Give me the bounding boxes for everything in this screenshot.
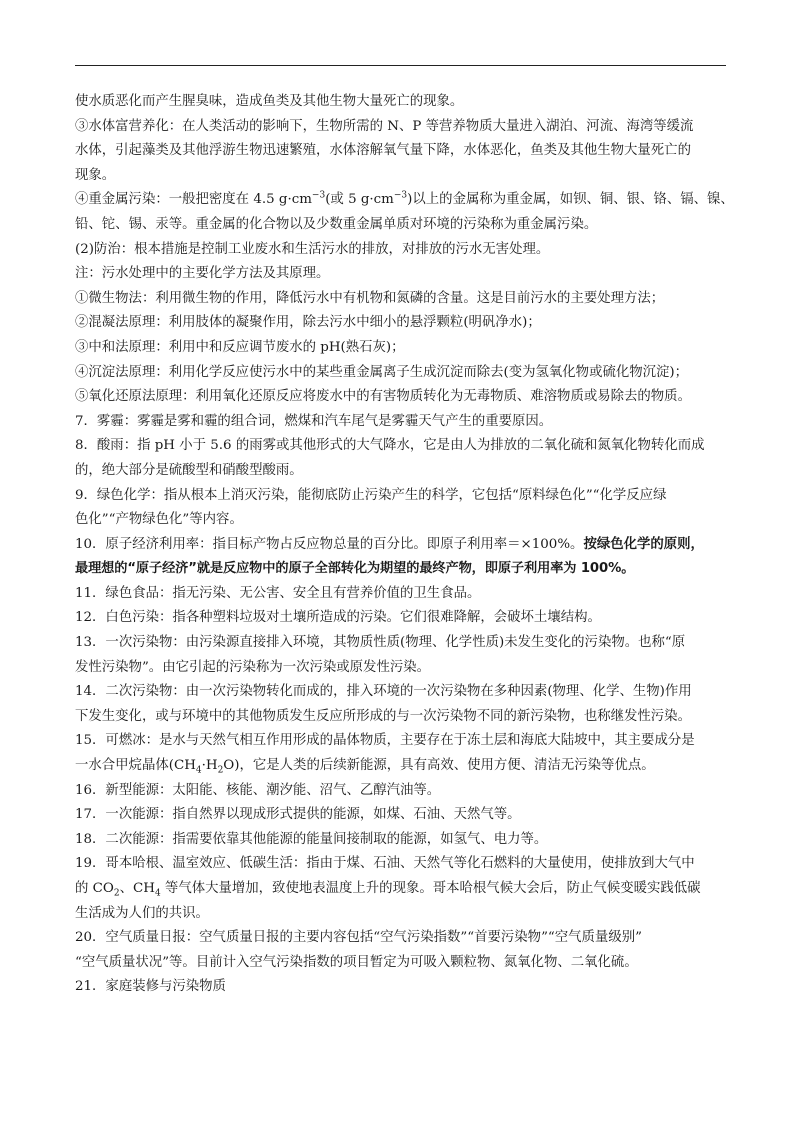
- text-segment: 16．新型能源：太阳能、核能、潮汐能、沼气、乙醇汽油等。: [75, 782, 441, 798]
- text-line: [75, 656, 735, 681]
- text-segment: 14．二次污染物：由一次污染物转化而成的，排入环境的一次污染物在多种因素(物理、化学、生物)作用: [75, 684, 692, 700]
- text-segment: 水体，引起藻类及其他浮游生物迅速繁殖，水体溶解氧气量下降，水体恶化，鱼类及其他生物大量死亡的: [75, 143, 691, 159]
- text-segment: 15．可燃冰：是水与天然气相互作用形成的晶体物质，主要存在于冻土层和海底大陆坡中，其主要成分是: [75, 733, 695, 749]
- text-line: [75, 975, 735, 1000]
- text-line: [75, 754, 735, 779]
- text-line: [75, 115, 735, 140]
- text-segment: 注：污水处理中的主要化学方法及其原理。: [75, 266, 330, 282]
- text-line: [75, 877, 735, 902]
- text-segment: ·H: [201, 758, 218, 774]
- text-segment: )以上的金属称为重金属，如钡、铜、银、铬、镉、镍、: [407, 192, 734, 208]
- text-line: [75, 705, 735, 730]
- bold-text: 按绿色化学的原则，: [583, 536, 704, 552]
- text-line: [75, 90, 735, 115]
- text-segment: 使水质恶化而产生腥臭味，造成鱼类及其他生物大量死亡的现象。: [75, 94, 464, 109]
- text-segment: 13．一次污染物：由污染源直接排入环境，其物质性质(物理、化学性质)未发生变化的污染物。也称“原: [75, 635, 686, 651]
- text-line: [75, 508, 735, 533]
- document-body: [75, 90, 735, 1000]
- text-segment: “空气质量状况”等。目前计入空气污染指数的项目暂定为可吸入颗粒物、氮氧化物、二氧化硫。: [75, 954, 638, 970]
- subscript: 2: [217, 765, 224, 776]
- subscript: 4: [195, 765, 202, 776]
- text-segment: 生活成为人们的共识。: [75, 905, 209, 921]
- text-line: [75, 951, 735, 976]
- text-segment: 19．哥本哈根、温室效应、低碳生活：指由于煤、石油、天然气等化石燃料的大量使用，使排放到大气中: [75, 856, 695, 872]
- text-segment: 等气体大量增加，致使地表温度上升的现象。哥本哈根气候大会后，防止气候变暖实践低碳: [160, 881, 701, 896]
- text-line: [75, 828, 735, 853]
- text-line: [75, 213, 735, 238]
- text-line: [75, 779, 735, 804]
- text-segment: (2)防治：根本措施是控制工业废水和生活污水的排放，对排放的污水无害处理。: [75, 241, 550, 257]
- text-segment: 7．雾霾：雾霾是雾和霾的组合词，燃煤和汽车尾气是雾霾天气产生的重要原因。: [75, 413, 553, 429]
- text-segment: 11．绿色食品：指无污染、无公害、安全且有营养价值的卫生食品。: [75, 585, 481, 601]
- text-line: [75, 238, 735, 263]
- subscript: 4: [154, 888, 161, 899]
- text-segment: 17．一次能源：指自然界以现成形式提供的能源，如煤、石油、天然气等。: [75, 807, 521, 823]
- text-line: [75, 557, 735, 582]
- text-segment: ③中和法原理：利用中和反应调节废水的 pH(熟石灰)；: [75, 339, 405, 355]
- text-segment: 12．白色污染：指各种塑料垃圾对土壤所造成的污染。它们很难降解，会破坏土壤结构。: [75, 610, 601, 626]
- text-segment: 色化”“产物绿色化”等内容。: [75, 512, 243, 528]
- text-segment: ②混凝法原理：利用肢体的凝聚作用，除去污水中细小的悬浮颗粒(明矾净水)；: [75, 315, 541, 331]
- text-line: [75, 902, 735, 927]
- text-line: [75, 926, 735, 951]
- text-segment: 的 CO: [75, 881, 114, 896]
- text-segment: ④沉淀法原理：利用化学反应使污水中的某些重金属离子生成沉淀而除去(变为氢氧化物或硫化物沉淀)；: [75, 364, 689, 380]
- text-segment: 18．二次能源：指需要依靠其他能源的能量间接制取的能源，如氢气、电力等。: [75, 831, 548, 847]
- text-line: [75, 385, 735, 410]
- text-line: [75, 188, 735, 213]
- text-line: [75, 311, 735, 336]
- text-segment: ④重金属污染：一般把密度在 4.5 g·cm: [75, 192, 312, 208]
- text-segment: 、CH: [119, 881, 155, 896]
- text-segment: 铅、铊、锡、汞等。重金属的化合物以及少数重金属单质对环境的污染称为重金属污染。: [75, 216, 598, 232]
- text-segment: 10．原子经济利用率：指目标产物占反应物总量的百分比。即原子利用率＝×100%。: [75, 536, 584, 552]
- text-segment: 现象。: [75, 167, 116, 183]
- text-segment: 的，绝大部分是硫酸型和硝酸型酸雨。: [75, 462, 303, 478]
- text-segment: ③水体富营养化：在人类活动的影响下，生物所需的 N、P 等营养物质大量进入湖泊、河流、海湾等缓流: [75, 118, 694, 134]
- subscript: 2: [113, 888, 120, 899]
- text-line: [75, 606, 735, 631]
- text-line: [75, 631, 735, 656]
- text-line: [75, 803, 735, 828]
- text-segment: 发性污染物”。由它引起的污染称为一次污染或原发性污染。: [75, 659, 430, 675]
- text-line: [75, 262, 735, 287]
- text-line: [75, 434, 735, 459]
- text-segment: O)，它是人类的后续新能源，具有高效、使用方便、清洁无污染等优点。: [223, 758, 655, 774]
- superscript: −3: [311, 190, 326, 201]
- superscript: −3: [393, 190, 408, 201]
- text-segment: 最理想的“原子经济”就是反应物中的原子全部转化为期望的最终产物，即原子利用率为 100%。: [75, 561, 635, 577]
- header-rule: [75, 65, 726, 66]
- text-line: [75, 680, 735, 705]
- text-segment: 21．家庭装修与污染物质: [75, 979, 226, 995]
- text-line: [75, 459, 735, 484]
- text-line: [75, 287, 735, 312]
- text-line: [75, 361, 735, 386]
- text-line: [75, 852, 735, 877]
- text-segment: 8．酸雨：指 pH 小于 5.6 的雨雾或其他形式的大气降水，它是由人为排放的二氧化硫和氮氧化物转化而成: [75, 438, 705, 454]
- text-segment: 一水合甲烷晶体(CH: [75, 758, 196, 774]
- text-segment: 下发生变化，或与环境中的其他物质发生反应所形成的与一次污染物不同的新污染物，也称继发性污染。: [75, 708, 691, 724]
- text-segment: 20．空气质量日报：空气质量日报的主要内容包括“空气污染指数”“首要污染物”“空气质量级别”: [75, 930, 642, 946]
- text-segment: ⑤氧化还原法原理：利用氧化还原反应将废水中的有害物质转化为无毒物质、难溶物质或易除去的物质。: [75, 389, 691, 405]
- text-line: [75, 139, 735, 164]
- text-line: [75, 164, 735, 189]
- text-line: [75, 582, 735, 607]
- text-segment: (或 5 g·cm: [325, 192, 394, 208]
- text-line: [75, 484, 735, 509]
- text-segment: ①微生物法：利用微生物的作用，降低污水中有机物和氮磷的含量。这是目前污水的主要处理方法；: [75, 290, 665, 306]
- text-line: [75, 729, 735, 754]
- text-line: [75, 410, 735, 435]
- text-line: [75, 533, 735, 558]
- text-line: [75, 336, 735, 361]
- text-segment: 9．绿色化学：指从根本上消灭污染，能彻底防止污染产生的科学，它包括“原料绿色化”“化学反应绿: [75, 487, 667, 503]
